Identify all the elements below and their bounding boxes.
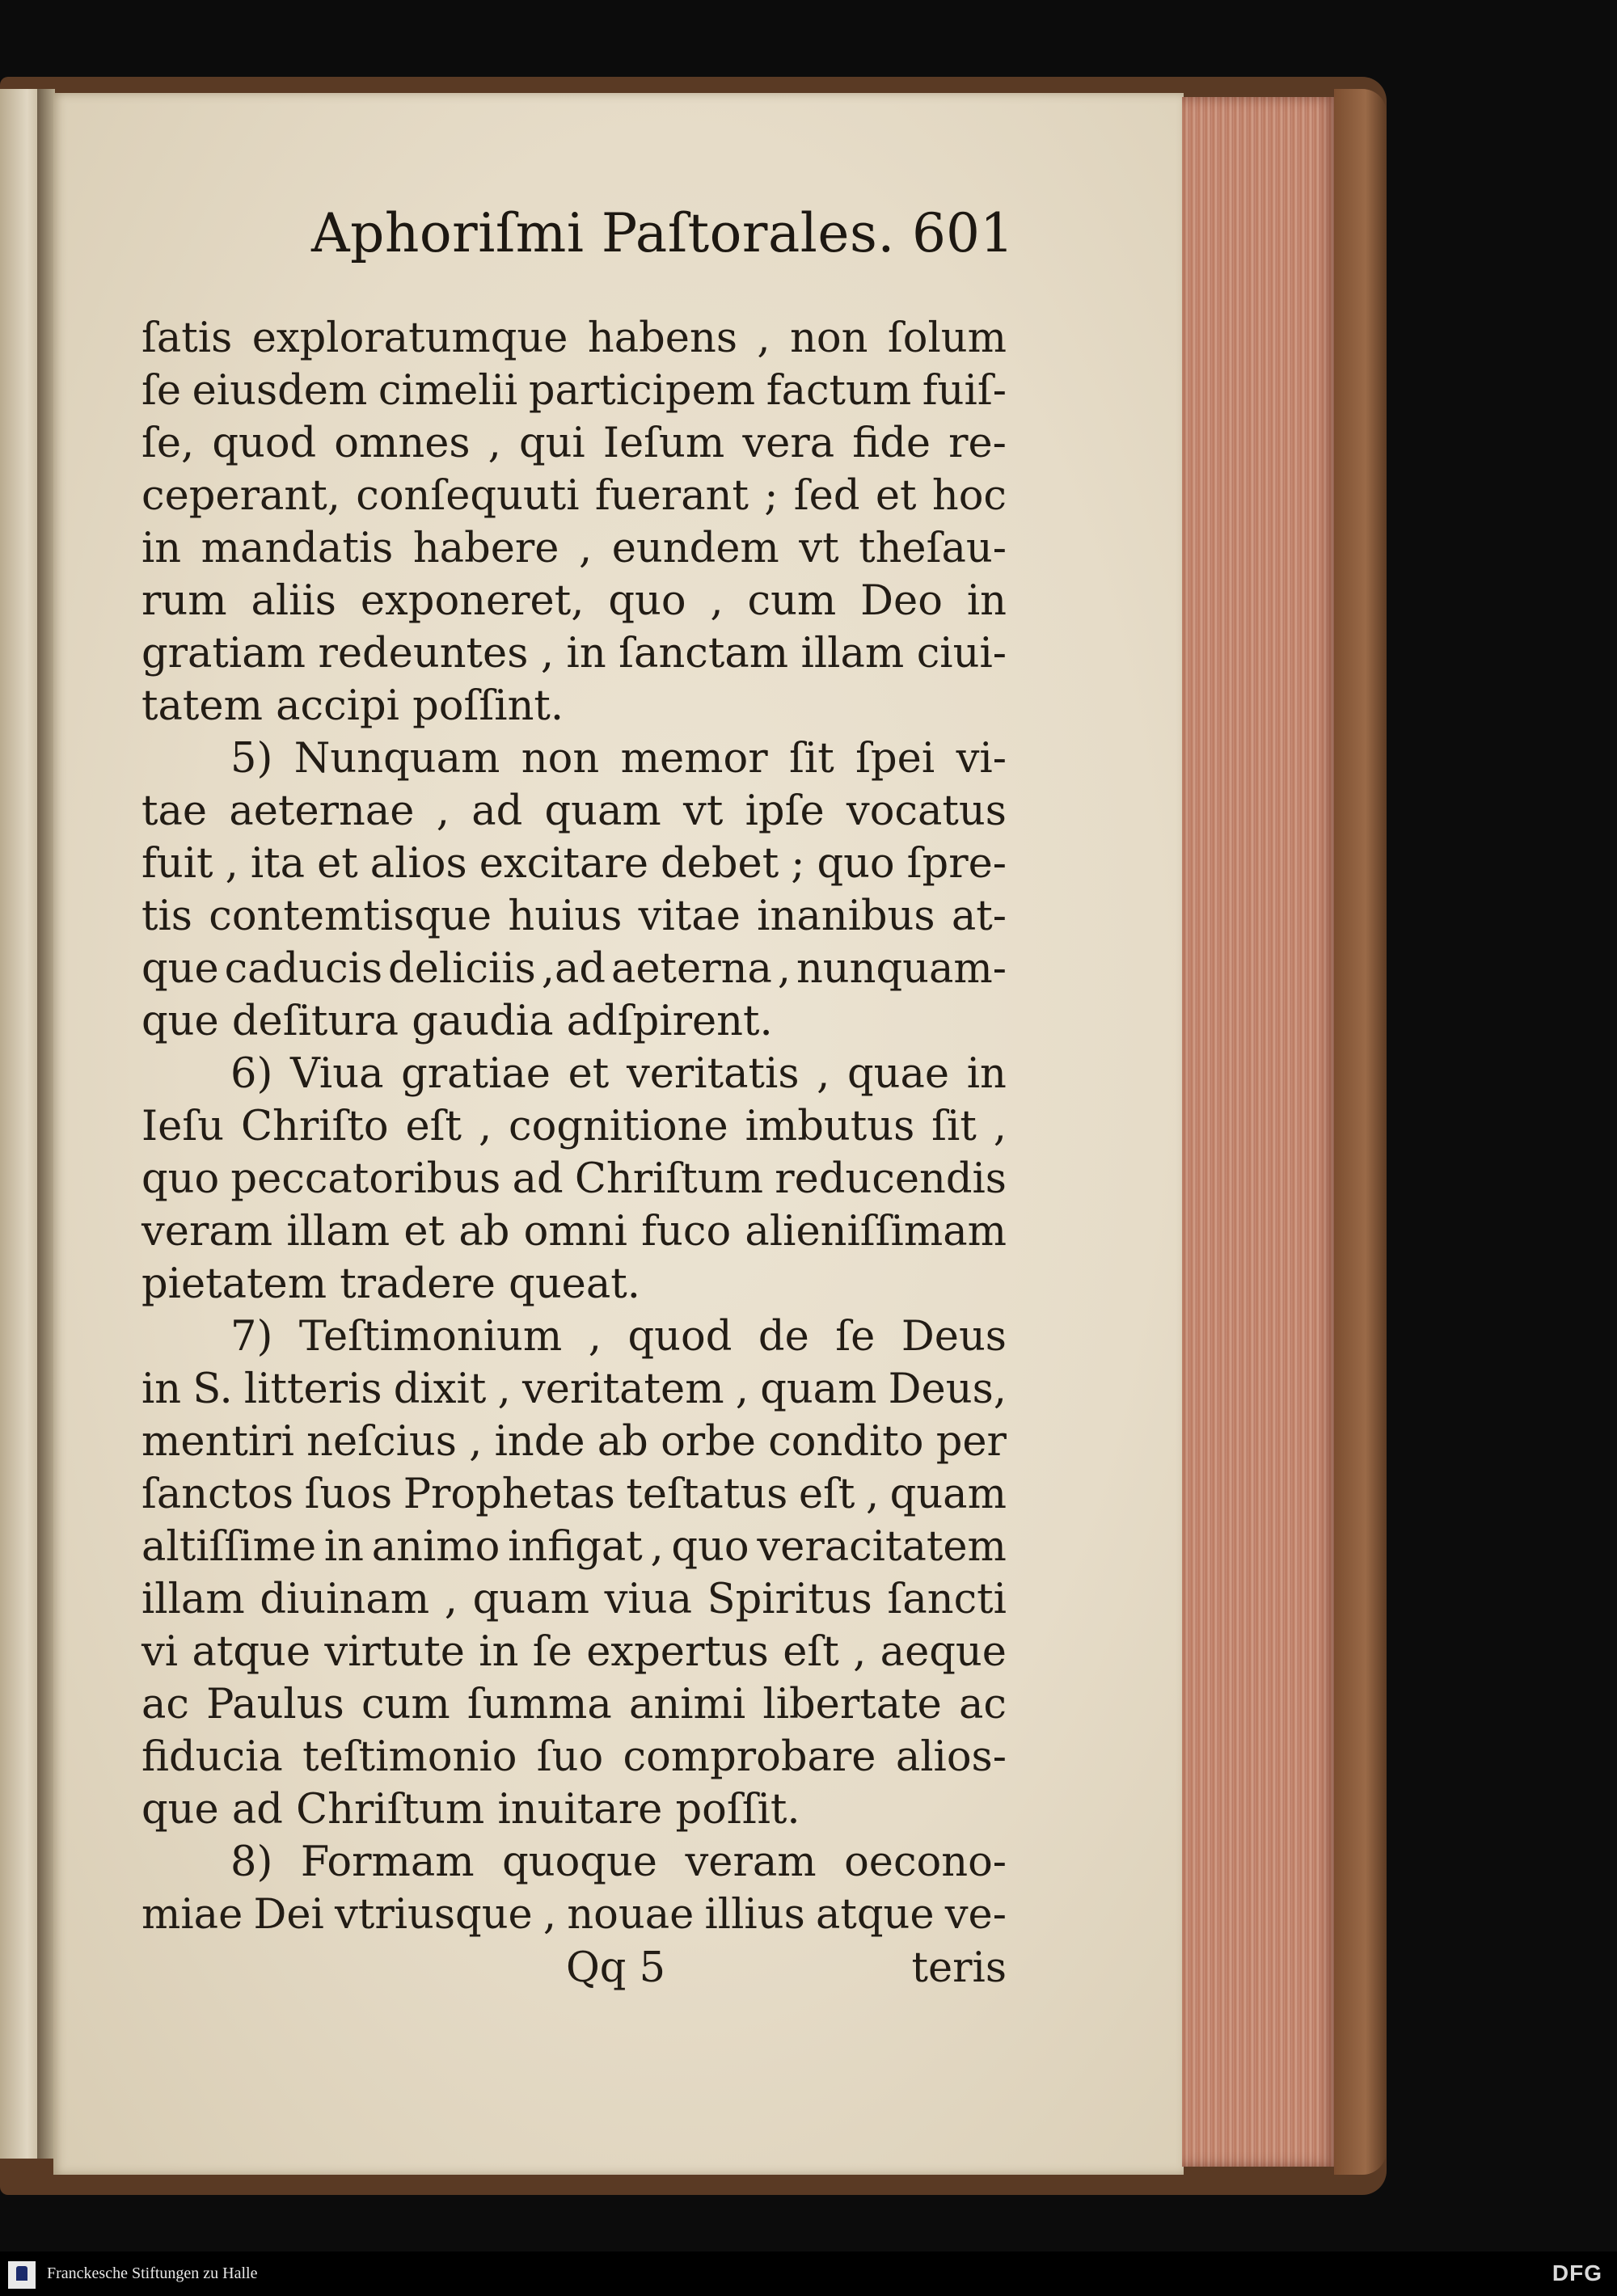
- word: ,: [710, 577, 724, 625]
- text-line: [141, 1836, 1007, 1889]
- word: ceperant,: [141, 472, 340, 520]
- word: in: [966, 577, 1007, 625]
- word: quo: [141, 1155, 220, 1203]
- word: veracitatem: [757, 1523, 1007, 1571]
- word: alieniſſimam: [745, 1208, 1007, 1256]
- text-line: [141, 1626, 1007, 1678]
- word: ſpre-: [906, 840, 1007, 888]
- text-line: [141, 943, 1007, 995]
- word: ſe: [532, 1628, 572, 1676]
- word: ,: [436, 787, 450, 835]
- word: libertate: [762, 1681, 942, 1728]
- facing-page-edge: [0, 89, 39, 2159]
- word: ab: [597, 1418, 648, 1466]
- word: ,: [578, 525, 593, 572]
- page-title: Aphoriſmi Paſtorales.: [311, 202, 895, 264]
- word: peccatoribus: [230, 1155, 501, 1203]
- word: alios: [369, 840, 467, 888]
- word: animo: [371, 1523, 500, 1571]
- word: ſed: [793, 472, 860, 520]
- text-line: [141, 1048, 1007, 1100]
- word: Deus: [901, 1313, 1007, 1361]
- word: et: [403, 1208, 445, 1256]
- text-line: [141, 1416, 1007, 1468]
- word: ,: [225, 840, 239, 888]
- word: veritatis: [626, 1050, 800, 1098]
- word: Prophetas: [403, 1471, 615, 1518]
- word: atque: [192, 1628, 311, 1676]
- word: comprobare: [623, 1733, 876, 1781]
- word: ſancti: [887, 1576, 1007, 1623]
- word: ad: [471, 787, 523, 835]
- word: eſt: [798, 1471, 855, 1518]
- word: ,: [865, 1471, 880, 1518]
- word: eſt: [405, 1103, 462, 1150]
- word: ſolum: [887, 314, 1007, 362]
- word: Nunquam: [293, 735, 500, 783]
- word: ciui-: [916, 630, 1007, 677]
- word: hoc: [931, 472, 1007, 520]
- institution-logo-icon: [8, 2261, 36, 2289]
- word: eundem: [611, 525, 779, 572]
- word: viua: [604, 1576, 692, 1623]
- signature-mark: Qq 5: [566, 1944, 666, 1992]
- viewer-footer: [0, 2252, 1617, 2296]
- word: vt: [799, 525, 839, 572]
- text-line: [141, 1100, 1007, 1153]
- word: Ieſu: [141, 1103, 225, 1150]
- word: ,: [993, 1103, 1007, 1150]
- word: ſanctam: [619, 630, 789, 677]
- word: que: [141, 945, 219, 993]
- word: ,: [478, 1103, 492, 1150]
- word: in: [966, 1050, 1007, 1098]
- word: ,: [444, 1576, 458, 1623]
- word: ,: [543, 1891, 557, 1939]
- word: ac: [959, 1681, 1007, 1728]
- text-line: tatem accipi poſſint.: [141, 682, 564, 730]
- word: animi: [628, 1681, 746, 1728]
- text-line: que deſitura gaudia adſpirent.: [141, 998, 773, 1045]
- word: gratiam: [141, 630, 306, 677]
- text-line: [141, 1678, 1007, 1731]
- word: veritatem: [521, 1365, 724, 1413]
- word: tae: [141, 787, 208, 835]
- cover-edge: [1334, 89, 1387, 2175]
- word: aliis: [251, 577, 336, 625]
- word: per: [935, 1418, 1007, 1466]
- word: quo: [608, 577, 686, 625]
- word: illius: [704, 1891, 805, 1939]
- text-line: [141, 890, 1007, 943]
- text-line: [141, 1573, 1007, 1626]
- dfg-logo: DFG: [1552, 2260, 1602, 2285]
- word: memor: [620, 735, 768, 783]
- word: quam: [889, 1471, 1007, 1518]
- word: in: [141, 525, 182, 572]
- word: ,: [588, 1313, 602, 1361]
- word: ſe,: [141, 420, 195, 467]
- word: non: [521, 735, 600, 783]
- word: dixit: [393, 1365, 487, 1413]
- word: ,ad: [541, 945, 606, 993]
- word: virtute: [324, 1628, 465, 1676]
- text-line: que ad Chriſtum inuitare poſſit.: [141, 1786, 800, 1834]
- running-head: [0, 202, 1617, 275]
- word: Chriſto: [240, 1103, 389, 1150]
- word: participem: [528, 367, 756, 415]
- word: et: [875, 472, 917, 520]
- word: vera: [742, 420, 835, 467]
- word: vi-: [956, 735, 1007, 783]
- text-line: [141, 1731, 1007, 1783]
- text-line: [141, 838, 1007, 890]
- word: in: [323, 1523, 365, 1571]
- word: deliciis: [388, 945, 536, 993]
- word: Deo: [860, 577, 943, 625]
- word: et: [568, 1050, 610, 1098]
- word: infigat: [508, 1523, 643, 1571]
- word: ,: [777, 945, 792, 993]
- word: conſequuti: [356, 472, 580, 520]
- word: fuiſ-: [922, 367, 1007, 415]
- text-line: [141, 1521, 1007, 1573]
- word: Dei: [253, 1891, 324, 1939]
- word: Viua: [290, 1050, 384, 1098]
- word: vi: [141, 1628, 179, 1676]
- word: Deus,: [888, 1365, 1007, 1413]
- word: non: [790, 314, 868, 362]
- word: aeterna: [610, 945, 772, 993]
- word: in: [566, 630, 606, 677]
- word: S.: [192, 1365, 233, 1413]
- word: quam: [472, 1576, 589, 1623]
- text-line: [141, 1153, 1007, 1205]
- word: Formam: [300, 1838, 475, 1886]
- word: re-: [948, 420, 1007, 467]
- word: atque: [815, 1891, 935, 1939]
- word: fuerant: [594, 472, 749, 520]
- catchword: teris: [911, 1944, 1007, 1992]
- text-line: [141, 470, 1007, 522]
- page-edges: [1182, 97, 1336, 2167]
- word: 5): [230, 735, 273, 783]
- page-number: 601: [912, 202, 1014, 264]
- word: cognitione: [509, 1103, 728, 1150]
- word: ,: [540, 630, 555, 677]
- word: ac: [141, 1681, 189, 1728]
- word: mandatis: [201, 525, 394, 572]
- word: ipſe: [745, 787, 825, 835]
- word: veram: [141, 1208, 273, 1256]
- word: ad: [512, 1155, 564, 1203]
- word: ſuo: [536, 1733, 604, 1781]
- word: illam: [286, 1208, 391, 1256]
- word: litteris: [243, 1365, 382, 1413]
- word: qui: [518, 420, 585, 467]
- word: debet: [661, 840, 779, 888]
- word: neſcius: [306, 1418, 457, 1466]
- word: inde: [494, 1418, 585, 1466]
- word: alios-: [895, 1733, 1007, 1781]
- word: ſe: [835, 1313, 876, 1361]
- word: ſe: [141, 367, 182, 415]
- word: ,: [497, 1365, 511, 1413]
- word: huius: [508, 893, 623, 940]
- word: quod: [212, 420, 317, 467]
- body-text: [141, 312, 1007, 1941]
- word: ita: [250, 840, 306, 888]
- word: eſt: [783, 1628, 839, 1676]
- word: quoque: [502, 1838, 657, 1886]
- text-line: [141, 1363, 1007, 1416]
- text-line: [141, 365, 1007, 417]
- word: habens: [587, 314, 737, 362]
- word: de: [758, 1313, 809, 1361]
- text-line: [141, 785, 1007, 838]
- word: ;: [764, 472, 779, 520]
- text-line: [141, 627, 1007, 680]
- word: ſuos: [304, 1471, 393, 1518]
- word: ,: [488, 420, 501, 467]
- word: ,: [757, 314, 771, 362]
- word: theſau-: [859, 525, 1007, 572]
- word: eiusdem: [192, 367, 368, 415]
- word: fuit: [141, 840, 213, 888]
- word: ;: [791, 840, 805, 888]
- word: quo: [817, 840, 895, 888]
- word: quam: [760, 1365, 877, 1413]
- word: inanibus: [757, 893, 935, 940]
- word: contemtisque: [209, 893, 492, 940]
- word: quae: [847, 1050, 950, 1098]
- word: condito: [768, 1418, 924, 1466]
- word: rum: [141, 577, 227, 625]
- word: tis: [141, 893, 192, 940]
- word: exponeret,: [360, 577, 585, 625]
- word: Chriſtum: [574, 1155, 763, 1203]
- word: gratiae: [401, 1050, 551, 1098]
- word: Teſtimonium: [298, 1313, 563, 1361]
- word: aeque: [880, 1628, 1007, 1676]
- word: cum: [747, 577, 837, 625]
- word: quod: [627, 1313, 733, 1361]
- text-line: [141, 1889, 1007, 1941]
- word: illam: [800, 630, 905, 677]
- word: quam: [544, 787, 661, 835]
- word: miae: [141, 1891, 243, 1939]
- text-line: [141, 1205, 1007, 1258]
- word: ,: [853, 1628, 867, 1676]
- text-line: [141, 1468, 1007, 1521]
- word: ,: [469, 1418, 483, 1466]
- text-line: [141, 312, 1007, 365]
- word: excitare: [479, 840, 648, 888]
- word: teſtatus: [626, 1471, 788, 1518]
- word: vtriusque: [335, 1891, 533, 1939]
- institution-name: Franckesche Stiftungen zu Halle: [47, 2264, 258, 2282]
- word: nouae: [567, 1891, 695, 1939]
- text-line: [141, 732, 1007, 785]
- word: nunquam-: [796, 945, 1007, 993]
- word: veram: [685, 1838, 817, 1886]
- word: et: [317, 840, 358, 888]
- word: 6): [230, 1050, 273, 1098]
- word: expertus: [586, 1628, 769, 1676]
- word: imbutus: [745, 1103, 915, 1150]
- word: ab: [458, 1208, 510, 1256]
- word: orbe: [661, 1418, 756, 1466]
- word: teſtimonio: [302, 1733, 517, 1781]
- book-gutter: [37, 89, 55, 2159]
- word: Ieſum: [602, 420, 725, 467]
- word: Paulus: [206, 1681, 344, 1728]
- word: vt: [683, 787, 724, 835]
- word: ve-: [944, 1891, 1007, 1939]
- word: ſumma: [467, 1681, 612, 1728]
- word: fiducia: [141, 1733, 283, 1781]
- word: ſit: [789, 735, 834, 783]
- text-line: [141, 522, 1007, 575]
- word: illam: [141, 1576, 245, 1623]
- word: factum: [766, 367, 912, 415]
- page-foot-line: [141, 1944, 1007, 2001]
- word: ſanctos: [141, 1471, 294, 1518]
- word: in: [479, 1628, 519, 1676]
- text-line: [141, 417, 1007, 470]
- word: omni: [523, 1208, 627, 1256]
- word: mentiri: [141, 1418, 294, 1466]
- word: ſit: [931, 1103, 977, 1150]
- word: at-: [951, 893, 1007, 940]
- word: oecono-: [844, 1838, 1007, 1886]
- word: habere: [412, 525, 559, 572]
- word: 8): [230, 1838, 273, 1886]
- word: vitae: [638, 893, 741, 940]
- word: ,: [817, 1050, 830, 1098]
- word: redeuntes: [318, 630, 529, 677]
- word: vocatus: [846, 787, 1007, 835]
- word: omnes: [334, 420, 471, 467]
- word: cimelii: [378, 367, 518, 415]
- text-line: pietatem tradere queat.: [141, 1260, 640, 1308]
- word: aeternae: [229, 787, 415, 835]
- word: reducendis: [775, 1155, 1007, 1203]
- word: ,: [650, 1523, 664, 1571]
- word: ,: [735, 1365, 749, 1413]
- word: exploratumque: [251, 314, 568, 362]
- word: ſatis: [141, 314, 233, 362]
- text-line: [141, 1310, 1007, 1363]
- word: cum: [361, 1681, 450, 1728]
- word: ſpei: [855, 735, 935, 783]
- word: fide: [852, 420, 931, 467]
- word: in: [141, 1365, 182, 1413]
- word: diuinam: [260, 1576, 430, 1623]
- word: fuco: [641, 1208, 732, 1256]
- word: 7): [230, 1313, 273, 1361]
- word: Spiritus: [707, 1576, 872, 1623]
- word: caducis: [224, 945, 383, 993]
- word: altiſſime: [141, 1523, 317, 1571]
- word: quo: [671, 1523, 749, 1571]
- text-line: [141, 575, 1007, 627]
